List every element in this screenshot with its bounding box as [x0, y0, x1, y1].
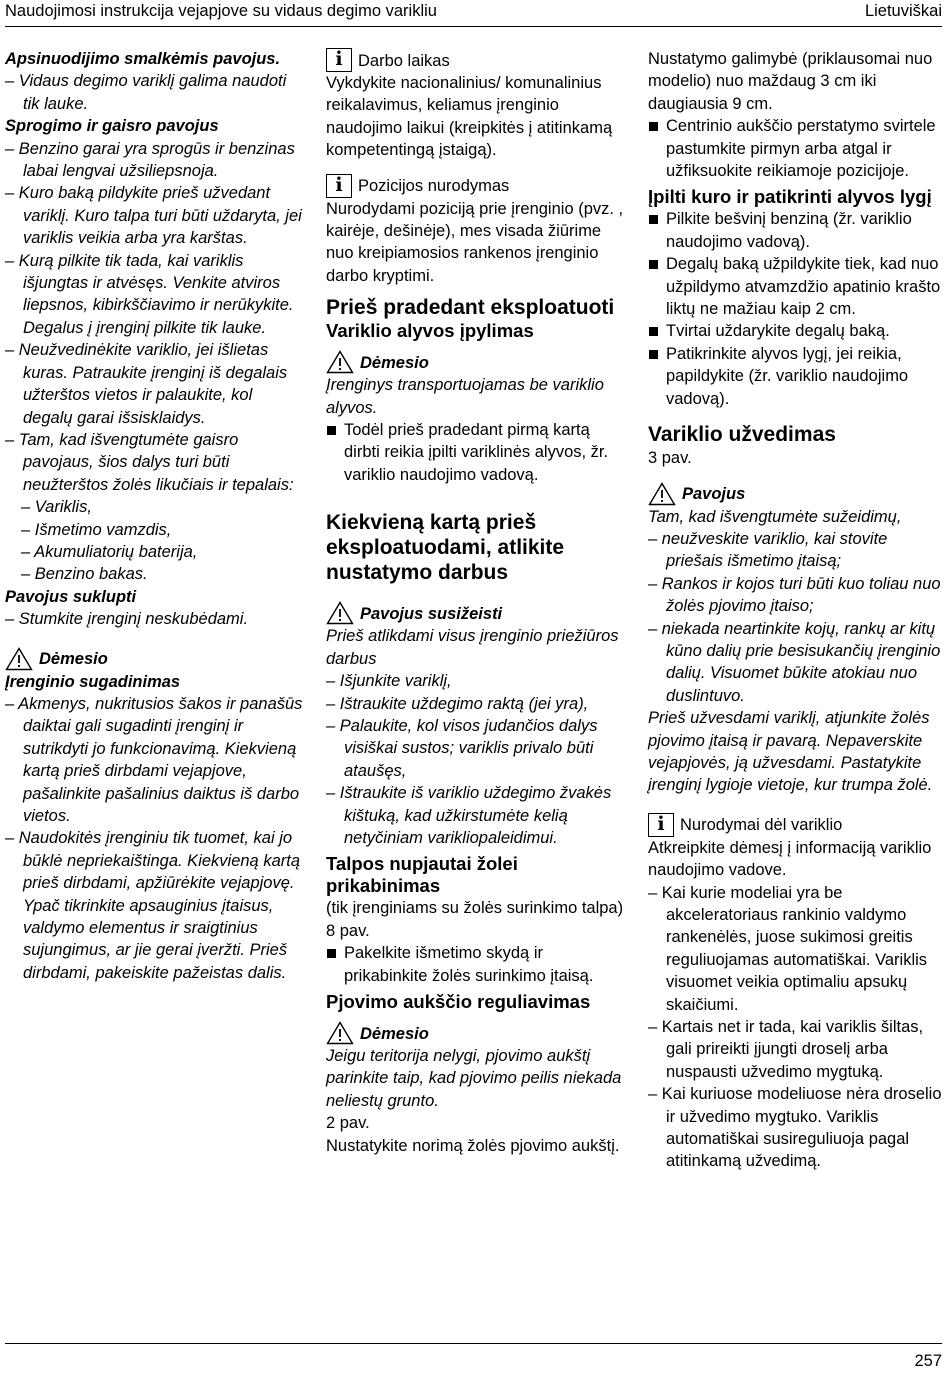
fuel-title: Įpilti kuro ir patikrinti alyvos lygį [648, 186, 932, 208]
grass-title: Talpos nupjautai žolei prikabinimas [326, 853, 518, 897]
fire-title: Sprogimo ir gaisro pavojus [5, 117, 219, 136]
fire-item: – Tam, kad išvengtumėte gaisro pavojaus, šios dalys turi būti neužterštos žolės likučiais ir tepalais: [5, 430, 294, 494]
position-text: Nurodydami poziciją prie įrenginio (pvz. , kairėje, dešinėje), mes visada žiūrime nuo kreipiamosios rankenos įrenginio darbo kryptimi. [326, 199, 624, 285]
page-header [5, 2, 942, 24]
oil-title: Variklio alyvos įpylimas [326, 320, 534, 342]
trip-title: Pavojus suklupti [5, 587, 137, 606]
work-time-heading [326, 48, 626, 72]
height-figure-ref: 2 pav. [326, 1114, 370, 1133]
engine-note-text: Atkreipkite dėmesį į informaciją variklio naudojimo vadove. [648, 838, 932, 880]
danger-heading [648, 482, 946, 506]
engine-item: – Kai kuriuose modeliuose nėra droselio ir užvedimo mygtuko. Variklis automatiškai susireguliuoja pagal atitinkamą užvedimą. [648, 1085, 942, 1171]
fuel-item: Patikrinkite alyvos lygį, jei reikia, papildykite (žr. variklio naudojimo vadovą). [648, 343, 946, 410]
part-item: – Išmetimo vamzdis, [21, 520, 172, 539]
work-time-text: Vykdykite nacionalinius/ komunalinius reikalavimus, keliamus įrenginio naudojimo laikui (kreipkitės į atitinkamą kompetentingą įstaigą). [326, 74, 613, 160]
warning-triangle-icon [326, 1021, 354, 1045]
warning-triangle-icon [326, 350, 354, 374]
language-label: Lietuviškai [864, 2, 942, 20]
fire-item: – Benzino garai yra sprogūs ir benzinas labai lengvai užsiliepsnoja. [5, 139, 295, 181]
part-item: – Benzino bakas. [21, 565, 148, 584]
fuel-item: Tvirtai uždarykite degalų baką. [648, 320, 946, 342]
work-time-label: Darbo laikas [358, 51, 450, 70]
part-item: – Variklis, [21, 498, 92, 517]
injury-item: – Palaukite, kol visos judančios dalys visiškai sustos; variklis privalo būti ataušęs, [326, 716, 598, 780]
range-item: Centrinio aukščio perstatymo svirtele pastumkite pirmyn arba atgal ir užfiksuokite reikiamoje pozicijoje. [648, 115, 946, 182]
height-text: Nustatykite norimą žolės pjovimo aukštį. [326, 1136, 620, 1155]
column-2 [326, 48, 626, 1157]
document-title: Naudojimosi instrukcija vejapjove su vidaus degimo varikliu [5, 2, 437, 20]
danger-intro: Tam, kad išvengtumėte sužeidimų, [648, 507, 902, 526]
warning-triangle-icon [648, 482, 676, 506]
part-item: – Akumuliatorių baterija, [21, 542, 198, 561]
fire-item: – Neužvedinėkite variklio, jei išlietas kuras. Patraukite įrenginį iš degalais užterštos vietos ir palaukite, kol degalų garai išsisklaidys. [5, 341, 288, 427]
start-title: Variklio užvedimas [648, 423, 836, 447]
header-rule [5, 26, 942, 27]
fuel-item: Degalų baką užpildykite tiek, kad nuo užpildymo atvamzdžio apatinio krašto liktų ne mažiau kaip 2 cm. [648, 253, 946, 320]
caution-heading [5, 647, 305, 671]
injury-heading [326, 601, 626, 625]
fuel-item: Pilkite bešvinį benziną (žr. variklio naudojimo vadovą). [648, 208, 946, 253]
caution-label: Dėmesio [360, 1024, 429, 1043]
oil-item: Todėl prieš pradedant pirmą kartą dirbti reikia įpilti variklinės alyvos, žr. variklio naudojimo vadovą. [326, 419, 626, 486]
engine-note-label: Nurodymai dėl variklio [680, 816, 843, 835]
range-text: Nustatymo galimybė (priklausomai nuo modelio) nuo maždaug 3 cm iki daugiausia 9 cm. [648, 50, 933, 113]
warning-triangle-icon [326, 601, 354, 625]
danger-item: – niekada neartinkite kojų, rankų ar kitų kūno dalių prie besisukančių įrenginio dalių. Visuomet būkite atokiau nuo duslintuvo. [648, 619, 941, 705]
position-label: Pozicijos nurodymas [358, 177, 510, 196]
caution-label: Dėmesio [39, 650, 108, 669]
injury-label: Pavojus susižeisti [360, 604, 503, 623]
engine-item: – Kartais net ir tada, kai variklis šiltas, gali prireikti įjungti droselį arba nuspausti užvedimo mygtuką. [648, 1018, 924, 1081]
every-time-title: Kiekvieną kartą prieš eksploatuodami, atlikite nustatymo darbus [326, 511, 565, 585]
page-number: 257 [914, 1352, 942, 1370]
column-1 [5, 48, 305, 984]
column-3 [648, 48, 946, 1173]
fire-item: – Kurą pilkite tik tada, kai variklis išjungtas ir atvėsęs. Venkite atviros liepsnos, kibirkščiavimo ir nerūkykite. Degalus į įrenginį pilkite tik lauke. [5, 251, 294, 337]
poison-item: – Vidaus degimo variklį galima naudoti tik lauke. [5, 72, 287, 113]
danger-item: – neužveskite variklio, kai stovite priešais išmetimo įtaisą; [648, 529, 888, 571]
footer-rule [5, 1343, 942, 1344]
grass-figure-ref: 8 pav. [326, 921, 370, 940]
info-icon: i [648, 813, 674, 837]
height-caution-text: Jeigu teritorija nelygi, pjovimo aukštį parinkite taip, kad pjovimo peilis niekada neliestų grunto. [326, 1046, 622, 1110]
oil-caution-heading [326, 350, 626, 374]
grass-item: Pakelkite išmetimo skydą ir prikabinkite žolės surinkimo įtaisą. [326, 942, 626, 987]
danger-item: – Rankos ir kojos turi būti kuo toliau nuo žolės pjovimo įtaiso; [648, 574, 941, 616]
injury-item: – Ištraukite iš variklio uždegimo žvakės kištuką, kad užkirstumėte kelią netyčiniam varikliopaleidimui. [326, 784, 612, 847]
before-title: Prieš pradedant eksploatuoti [326, 296, 615, 320]
danger-outro: Prieš užvesdami variklį, atjunkite žolės pjovimo įtaisą ir pavarą. Nepaverskite vejapjovės, ją užvesdami. Pastatykite įrenginį lygioje vietoje, kur trumpa žolė. [648, 709, 933, 795]
damage-item: – Naudokitės įrenginiu tik tuomet, kai jo būklė nepriekaištinga. Kiekvieną kartą prieš dirbdami, apžiūrėkite vejapjovę. Ypač tikrinkite apsauginius įtaisus, valdymo elementus ir sraigtinius sujungimus, ar jie gerai įveržti. Prieš dirbdami, pakeiskite pažeistas dalis. [5, 829, 300, 982]
grass-note: (tik įrenginiams su žolės surinkimo talpa) [326, 899, 624, 918]
fire-item: – Kuro baką pildykite prieš užvedant variklį. Kuro talpa turi būti uždaryta, jei variklis veikia arba yra karštas. [5, 184, 302, 248]
start-figure-ref: 3 pav. [648, 449, 692, 468]
caution-label: Dėmesio [360, 353, 429, 372]
poison-title: Apsinuodijimo smalkėmis pavojus. [5, 50, 281, 68]
info-icon: i [326, 48, 352, 72]
injury-item: – Ištraukite uždegimo raktą (jei yra), [326, 694, 589, 713]
oil-caution-text: Įrenginys transportuojamas be variklio alyvos. [326, 376, 604, 417]
height-caution-heading [326, 1021, 626, 1045]
damage-item: – Akmenys, nukritusios šakos ir panašūs daiktai gali sugadinti įrenginį ir sutrikdyti jo funkcionavimą. Kiekvieną kartą prieš dirbdami vejapjove, pašalinkite pašalinius daiktus iš darbo vietos. [5, 694, 303, 825]
trip-item: – Stumkite įrenginį neskubėdami. [5, 610, 249, 629]
engine-item: – Kai kurie modeliai yra be akceleratoriaus rankinio valdymo rankenėlės, juose sukimosi greitis reguliuojamas automatiškai. Variklis visuomet veikia optimaliu apsukų skaičiumi. [648, 883, 928, 1014]
danger-label: Pavojus [682, 485, 746, 504]
engine-note-heading [648, 813, 946, 837]
injury-item: – Išjunkite variklį, [326, 672, 452, 691]
injury-intro: Prieš atlikdami visus įrenginio priežiūros darbus [326, 627, 619, 668]
warning-triangle-icon [5, 647, 33, 671]
damage-title: Įrenginio sugadinimas [5, 672, 181, 691]
position-heading [326, 174, 626, 198]
height-title: Pjovimo aukščio reguliavimas [326, 990, 591, 1012]
info-icon: i [326, 174, 352, 198]
